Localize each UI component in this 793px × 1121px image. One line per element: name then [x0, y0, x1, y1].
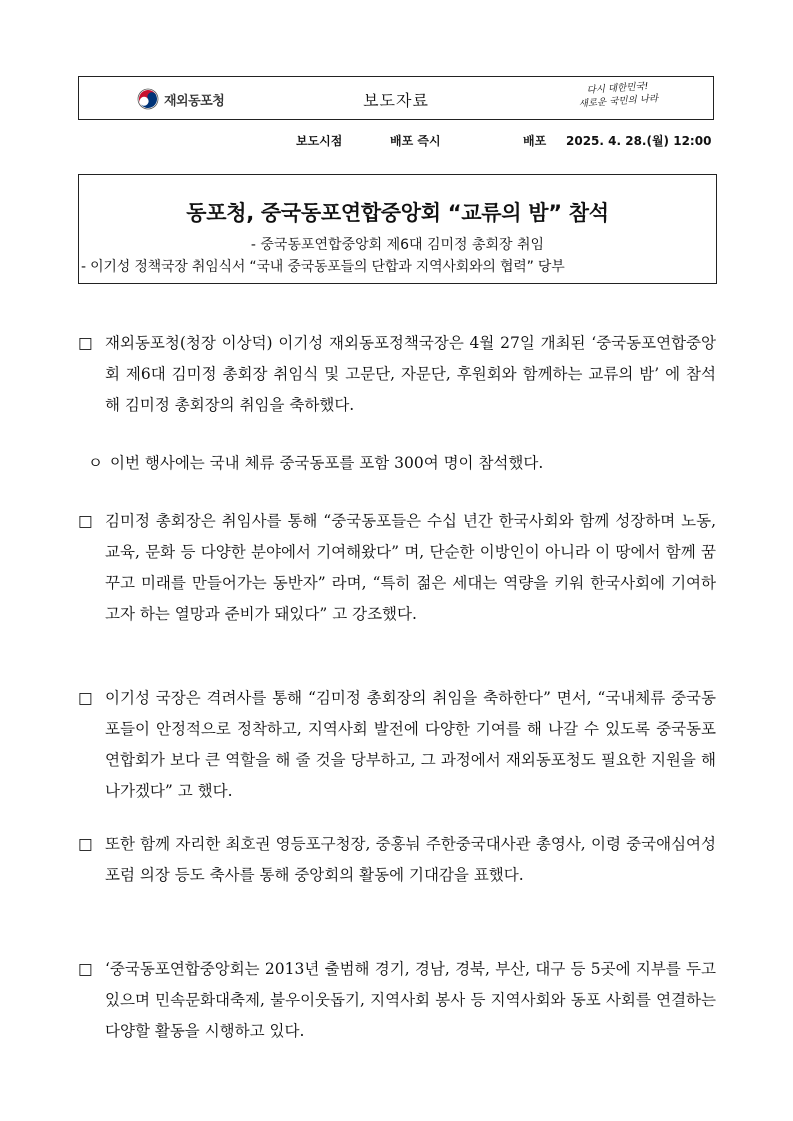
paragraph-5 [78, 954, 716, 1047]
paragraph-3-text: 이기성 국장은 격려사를 통해 “김미정 총회장의 취임을 축하한다” 면서, “국내체류 중국동포들이 안정적으로 정착하고, 지역사회 발전에 다양한 기여를 해 나갈 수 있도록 중국동포연합회가 보다 큰 역할을 해 줄 것을 당부하고, 그 과정에서 재외동포청도 필요한 지원을 해 나가겠다” 고 했다. [105, 689, 716, 800]
doc-type-title: 보도자료 [363, 91, 429, 110]
paragraph-1 [78, 328, 716, 421]
slogan-line-2: 새로운 국민의 나라 [578, 93, 659, 110]
subtitle-1: - 중국동포연합중앙회 제6대 김미정 총회장 취임 [250, 237, 545, 253]
main-title: 동포청, 중국동포연합중앙회 “교류의 밤” 참석 [186, 201, 609, 225]
title-box [78, 174, 717, 284]
paragraph-4-text: 또한 함께 자리한 최호권 영등포구청장, 중홍눠 주한중국대사관 총영사, 이령 중국애심여성포럼 의장 등도 축사를 통해 중앙회의 활동에 기대감을 표했다. [105, 835, 716, 884]
sub-paragraph-1 [88, 448, 708, 479]
release-time-label: 보도시점 [296, 134, 343, 148]
distribution-date: 2025. 4. 28.(월) 12:00 [566, 134, 712, 148]
distribution-label: 배포 [523, 134, 547, 148]
paragraph-2-text: 김미정 총회장은 취임사를 통해 “중국동포들은 수십 년간 한국사회와 함께 성장하며 노동, 교육, 문화 등 다양한 분야에서 기여해왔다” 며, 단순한 이방인이 아니라 이 땅에서 함께 꿈꾸고 미래를 만들어가는 동반자” 라며, “특히 젊은 세대는 역량을 키워 한국사회에 기여하고자 하는 열망과 준비가 돼있다” 고 강조했다. [105, 512, 716, 623]
checkbox-bullet-icon: □ [78, 512, 93, 530]
subtitle-2: - 이기성 정책국장 취임식서 “국내 중국동포들의 단합과 지역사회와의 협력” 당부 [81, 259, 565, 275]
checkbox-bullet-icon: □ [78, 689, 93, 707]
checkbox-bullet-icon: □ [78, 835, 93, 853]
checkbox-bullet-icon: □ [78, 334, 93, 352]
paragraph-4 [78, 829, 716, 891]
paragraph-3 [78, 683, 716, 807]
paragraph-5-text: ‘중국동포연합중앙회는 2013년 출범해 경기, 경남, 경북, 부산, 대구 등 5곳에 지부를 두고 있으며 민속문화대축제, 불우이웃돕기, 지역사회 봉사 등 지역사회와 동포 사회를 연결하는 다양할 활동을 시행하고 있다. [105, 960, 716, 1040]
checkbox-bullet-icon: □ [78, 960, 93, 978]
sub-paragraph-1-text: 이번 행사에는 국내 체류 중국동포를 포함 300여 명이 참석했다. [110, 454, 544, 472]
paragraph-2 [78, 506, 716, 630]
slogan-line-1: 다시 대한민국! [586, 80, 649, 97]
release-time-value: 배포 즉시 [390, 134, 441, 148]
agency-name: 재외동포청 [164, 93, 225, 109]
header-box [78, 76, 714, 120]
circle-bullet-icon: ㅇ [88, 454, 103, 472]
paragraph-1-text: 재외동포청(청장 이상덕) 이기성 재외동포정책국장은 4월 27일 개최된 ‘중국동포연합중앙회 제6대 김미정 총회장 취임식 및 고문단, 자문단, 후원회와 함께하는 교류의 밤’ 에 참석해 김미정 총회장의 취임을 축하했다. [105, 334, 716, 414]
